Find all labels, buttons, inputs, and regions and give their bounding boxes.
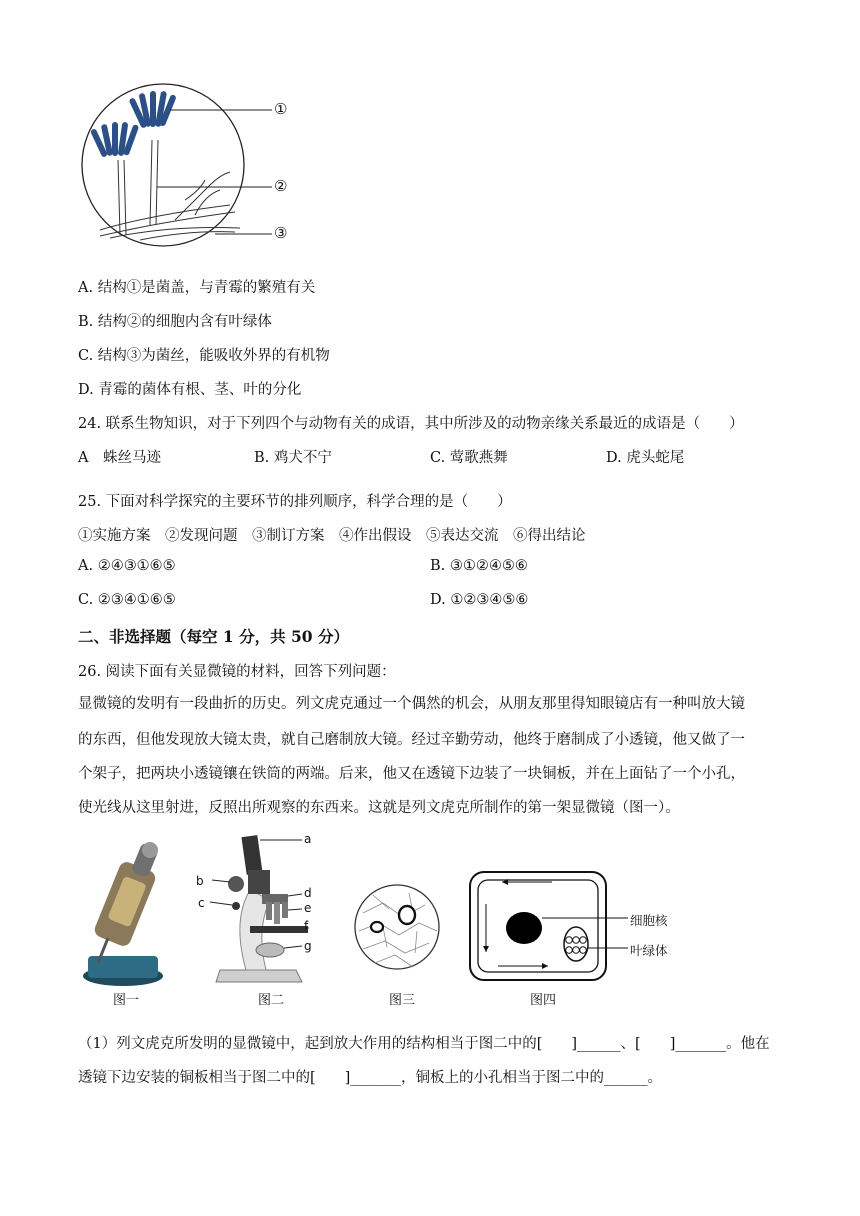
q24-option-b: B. 鸡犬不宁: [254, 450, 332, 466]
figure3-field-of-view: [353, 883, 443, 973]
q25-option-c: C. ②③④①⑥⑤: [78, 592, 176, 608]
figure2-caption: 图二: [258, 993, 285, 1008]
q26-passage-line: 的东西，但他发现放大镜太贵，就自己磨制放大镜。经过辛勤劳动，他终于磨制成了小透镜，他又做了一: [78, 732, 745, 748]
q23-option-a: A. 结构①是菌盖，与青霉的繁殖有关: [78, 280, 316, 296]
q23-option-b: B. 结构②的细胞内含有叶绿体: [78, 314, 272, 330]
chloroplast-label: 叶绿体: [630, 943, 668, 958]
label-structure-1: ①: [274, 100, 288, 118]
figure3-caption: 图三: [389, 993, 416, 1008]
q23-option-c: C. 结构③为菌丝，能吸收外界的有机物: [78, 348, 330, 364]
q24-option-c: C. 莺歌燕舞: [430, 450, 508, 466]
q26-passage-line: 使光线从这里射进，反照出所观察的东西来。这就是列文虎克所制作的第一架显微镜（图一）。: [78, 800, 680, 816]
label-structure-3: ③: [274, 224, 288, 242]
q24-stem: 24. 联系生物知识，对于下列四个与动物有关的成语，其中所涉及的动物亲缘关系最近的成语是（ ）: [78, 416, 744, 432]
q25-option-d: D. ①②③④⑤⑥: [430, 592, 529, 608]
label-structure-2: ②: [274, 177, 288, 195]
figure2-microscope-diagram: [210, 830, 330, 990]
q23-option-d: D. 青霉的菌体有根、茎、叶的分化: [78, 382, 302, 398]
microscope-label-c: c: [198, 896, 205, 910]
section-title: 二、非选择题（每空 1 分，共 50 分）: [78, 627, 349, 646]
q25-stem: 25. 下面对科学探究的主要环节的排列顺序，科学合理的是（ ）: [78, 494, 512, 510]
q26-sub1-line: 透镜下边安装的铜板相当于图二中的[ ]_______，铜板上的小孔相当于图二中的______。: [78, 1070, 663, 1086]
q26-passage-line: 显微镜的发明有一段曲折的历史。列文虎克通过一个偶然的机会，从朋友那里得知眼镜店有一种叫放大镜: [78, 696, 745, 712]
q26-sub1-line: （1）列文虎克所发明的显微镜中，起到放大作用的结构相当于图二中的[ ]______、[ ]_______。他在: [78, 1036, 770, 1052]
microscope-label-g: g: [304, 939, 312, 953]
q24-option-a: A 蛛丝马迹: [78, 450, 161, 466]
q24-option-d: D. 虎头蛇尾: [606, 450, 685, 466]
q26-stem: 26. 阅读下面有关显微镜的材料，回答下列问题：: [78, 664, 396, 680]
q25-option-b: B. ③①②④⑤⑥: [430, 558, 528, 574]
figure4-plant-cell: [468, 870, 658, 990]
figure1-caption: 图一: [113, 993, 140, 1008]
q25-steps: ①实施方案 ②发现问题 ③制订方案 ④作出假设 ⑤表达交流 ⑥得出结论: [78, 528, 586, 544]
figure1-leeuwenhoek-microscope: [78, 838, 178, 988]
microscope-label-d: d: [304, 886, 312, 900]
microscope-label-a: a: [304, 832, 312, 846]
microscope-label-f: f: [304, 919, 309, 933]
q26-passage-line: 个架子，把两块小透镜镶在铁筒的两端。后来，他又在透镜下边装了一块铜板，并在上面钻了一个小孔，: [78, 766, 745, 782]
penicillium-drawing: [0, 0, 860, 260]
figure4-caption: 图四: [530, 993, 557, 1008]
nucleus-label: 细胞核: [630, 913, 668, 928]
microscope-label-b: b: [196, 874, 204, 888]
microscope-label-e: e: [304, 901, 312, 915]
q25-option-a: A. ②④③①⑥⑤: [78, 558, 176, 574]
